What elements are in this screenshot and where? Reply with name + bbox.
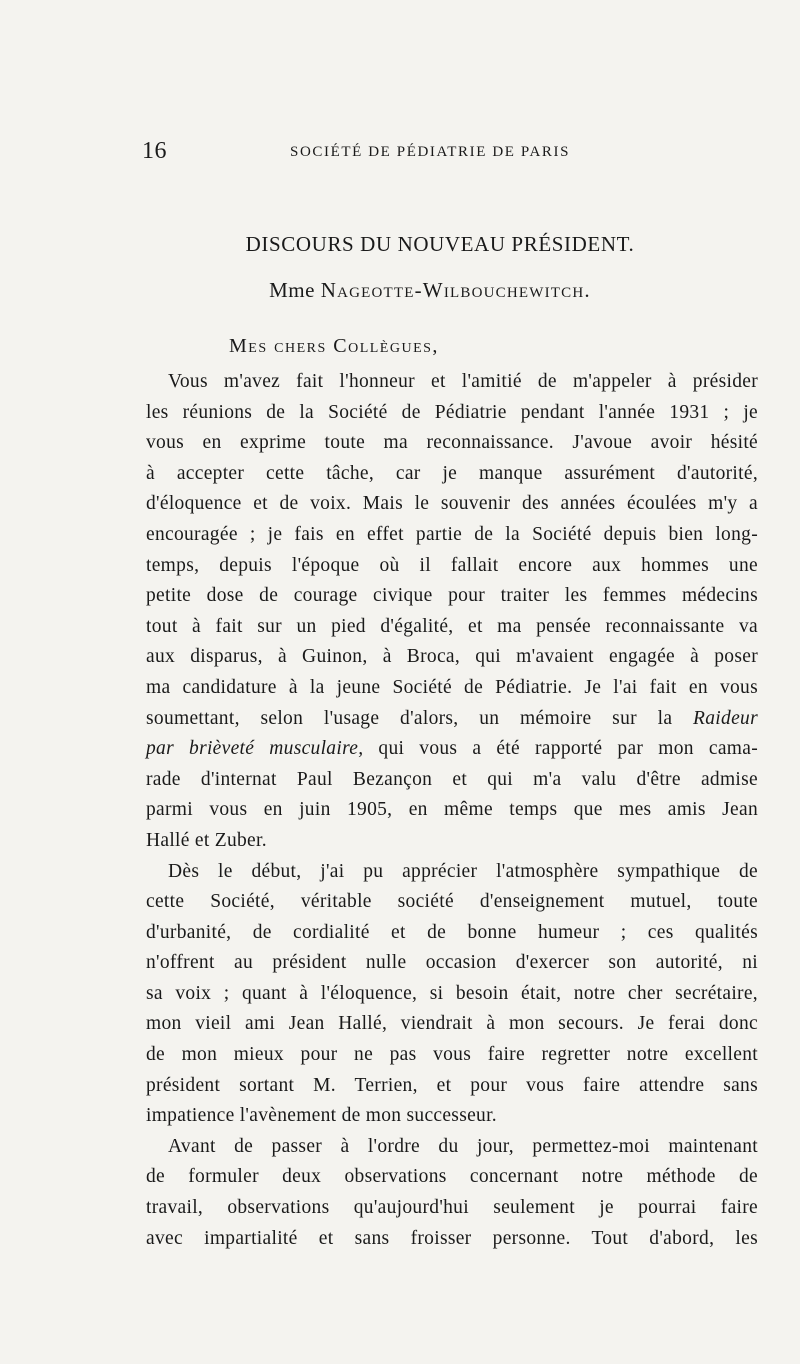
text-line: n'offrent au président nulle occasion d'exercer son autorité, ni [146,952,758,974]
page-number: 16 [142,138,167,164]
body-text [146,367,758,1254]
text-line: à accepter cette tâche, car je manque assurément d'autorité, [146,462,758,484]
text-line: temps, depuis l'époque où il fallait encore aux hommes une [146,554,758,576]
text-line: parmi vous en juin 1905, en même temps que mes amis Jean [146,799,758,821]
text-line: de mon mieux pour ne pas vous faire regretter notre excellent [146,1044,758,1066]
text-line: d'éloquence et de voix. Mais le souvenir des années écoulées m'y a [146,493,758,515]
text-line: petite dose de courage civique pour traiter les femmes médecins [146,585,758,607]
text-line: vous en exprime toute ma reconnaissance. J'avoue avoir hésité [146,432,758,454]
text-line: avec impartialité et sans froisser personne. Tout d'abord, les [146,1227,758,1249]
text-line: aux disparus, à Guinon, à Broca, qui m'avaient engagée à poser [146,646,758,668]
text-line: président sortant M. Terrien, et pour vous faire attendre sans [146,1074,758,1096]
text-line: Dès le début, j'ai pu apprécier l'atmosphère sympathique de [168,860,758,882]
running-title: SOCIÉTÉ DE PÉDIATRIE DE PARIS [290,144,571,160]
text-line: d'urbanité, de cordialité et de bonne humeur ; ces qualités [146,921,758,943]
text-line [146,704,758,735]
text-line: Avant de passer à l'ordre du jour, permettez-moi maintenant [168,1135,758,1157]
text-segment: qui vous a été rapporté par mon cama- [378,738,758,760]
italic-title-segment: par brièveté musculaire, [146,738,364,760]
text-line: impatience l'avènement de mon successeur. [146,1105,497,1127]
text-line: mon vieil ami Jean Hallé, viendrait à mon secours. Je ferai donc [146,1013,758,1035]
author-name: Nageotte-Wilbouchewitch. [320,278,591,302]
article-title: DISCOURS DU NOUVEAU PRÉSIDENT. [245,232,635,256]
author-line [0,278,800,303]
text-line: Hallé et Zuber. [146,829,267,851]
text-segment: soumettant, selon l'usage d'alors, un mémoire sur la [146,707,673,729]
italic-title-segment: Raideur [693,707,758,729]
salutation: Mes chers Collègues, [229,335,439,357]
text-line: cette Société, véritable société d'enseignement mutuel, toute [146,891,758,913]
text-line: tout à fait sur un pied d'égalité, et ma pensée reconnaissante va [146,615,758,637]
text-line: les réunions de la Société de Pédiatrie pendant l'année 1931 ; je [146,401,758,423]
text-line: encouragée ; je fais en effet partie de la Société depuis bien long- [146,523,758,545]
text-line: ma candidature à la jeune Société de Pédiatrie. Je l'ai fait en vous [146,676,758,698]
text-line [146,734,758,765]
text-line: travail, observations qu'aujourd'hui seulement je pourrai faire [146,1197,758,1219]
author-prefix: Mme [269,278,321,302]
text-line: de formuler deux observations concernant notre méthode de [146,1166,758,1188]
text-line: sa voix ; quant à l'éloquence, si besoin était, notre cher secrétaire, [146,982,758,1004]
running-head [142,138,757,168]
text-line: Vous m'avez fait l'honneur et l'amitié de m'appeler à présider [168,371,758,392]
text-line: rade d'internat Paul Bezançon et qui m'a valu d'être admise [146,768,758,790]
